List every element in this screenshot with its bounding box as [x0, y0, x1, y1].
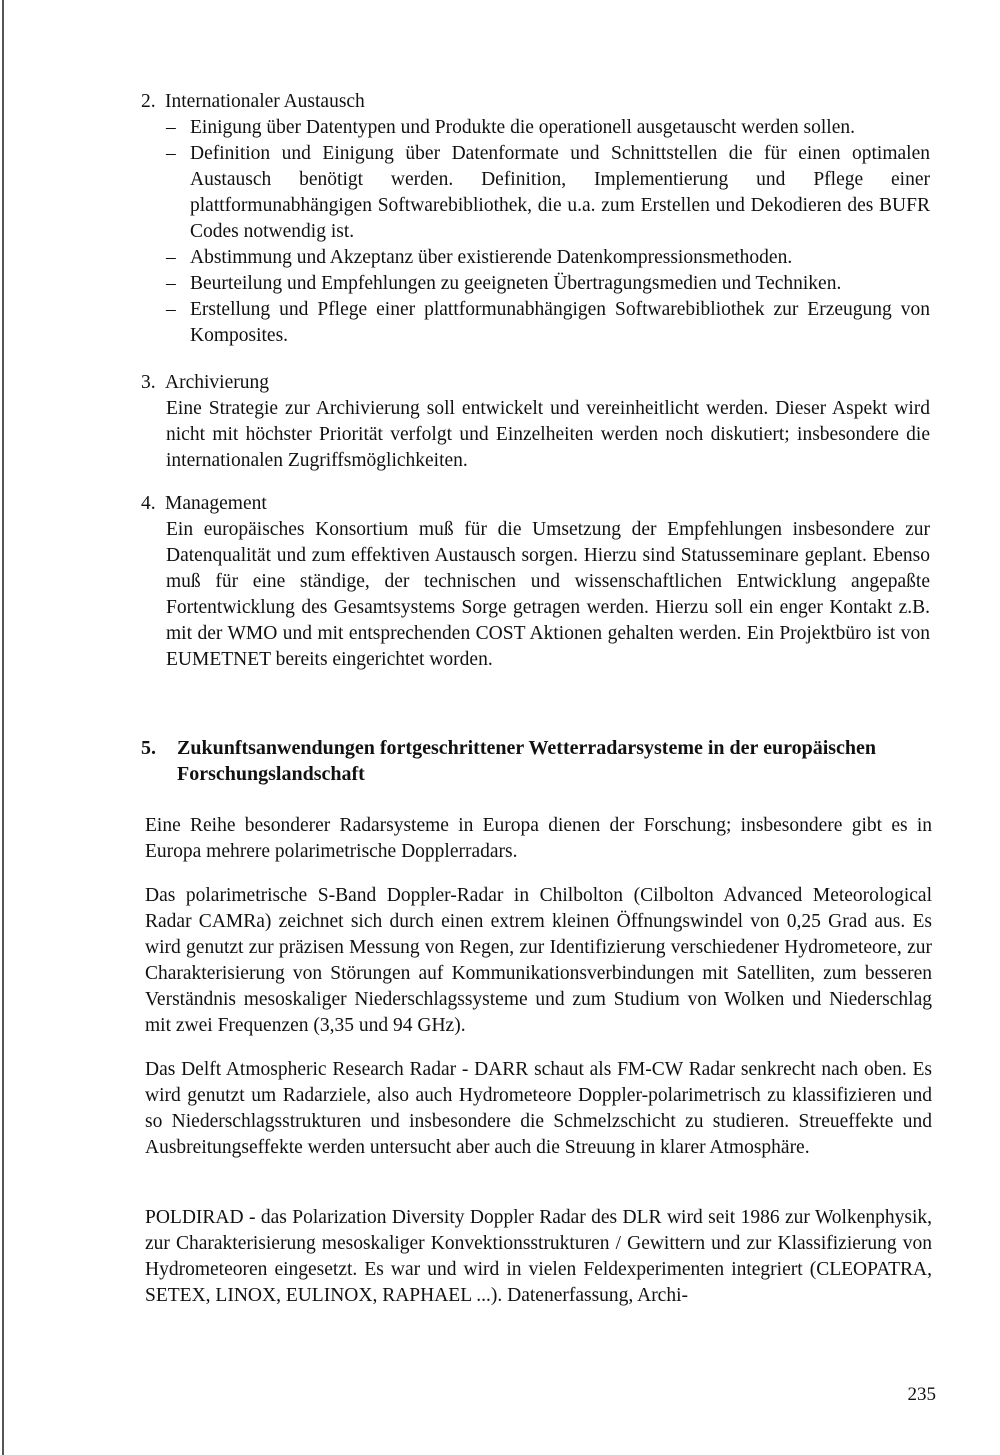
section-number: 3. [141, 372, 156, 393]
section-4-body: Ein europäisches Konsortium muß für die Umsetzung der Empfehlungen insbesondere zur Datenqualität und zum effektiven Austausch sorgen. Hierzu sind Statusseminare geplant. Ebenso muß für eine ständige, der technischen und wissenschaftlichen Entwicklung angepaßte Fortentwicklung des Gesamtsystems Sorge getragen werden. Hierzu soll ein enger Kontakt z.B. mit der WMO und mit entsprechenden COST Aktionen gehalten werden. Ein Projektbüro ist von EUMETNET bereits eingerichtet worden. [166, 519, 930, 670]
list-item-text: Einigung über Datentypen und Produkte die operationell ausgetauscht werden sollen. [190, 117, 855, 138]
chapter-title-text: Zukunftsanwendungen fortgeschrittener Wetterradarsysteme in der europäischen Forschungslandschaft [177, 737, 877, 785]
section-number: 4. [141, 493, 156, 514]
dash-bullet: – [166, 299, 176, 320]
section-heading-text: Internationaler Austausch [165, 91, 365, 112]
list-item [166, 115, 930, 141]
section-3-body: Eine Strategie zur Archivierung soll entwickelt und vereinheitlicht werden. Dieser Aspekt wird nicht mit höchster Priorität verfolgt und Einzelheiten werden noch diskutiert; insbesondere die internationalen Zugriffsmöglichkeiten. [166, 398, 930, 471]
section-number: 2. [141, 91, 156, 112]
chapter-5-title [141, 735, 941, 787]
list-item [166, 297, 930, 349]
section-4-heading [141, 491, 941, 517]
section-heading-text: Archivierung [165, 372, 269, 393]
section-2-bullet-list [166, 115, 930, 349]
page-number: 235 [907, 1384, 936, 1405]
list-item-text: Erstellung und Pflege einer plattformunabhängigen Softwarebibliothek zur Erzeugung von Komposites. [190, 299, 930, 346]
paragraph: Das polarimetrische S-Band Doppler-Radar in Chilbolton (Cilbolton Advanced Meteorological Radar CAMRa) zeichnet sich durch einen extrem kleinen Öffnungswindel von 0,25 Grad aus. Es wird genutzt zur präzisen Messung von Regen, zur Identifizierung verschiedener Hydrometeore, zur Charakterisierung von Störungen auf Kommunikationsverbindungen mit Satelliten, zum besseren Verständnis mesoskaliger Niederschlagssysteme und zum Studium von Wolken und Niederschlag mit zwei Frequenzen (3,35 und 94 GHz). [145, 885, 932, 1036]
list-item [166, 271, 930, 297]
list-item-text: Abstimmung und Akzeptanz über existierende Datenkompressionsmethoden. [190, 247, 793, 268]
list-item [166, 141, 930, 245]
chapter-number: 5. [141, 737, 156, 759]
paragraph: Das Delft Atmospheric Research Radar - DARR schaut als FM-CW Radar senkrecht nach oben. Es wird genutzt um Radarziele, also auch Hydrometeore Doppler-polarimetrisch zu klassifizieren und so Niederschlagsstrukturen und insbesondere die Schmelzschicht zu studieren. Streueffekte und Ausbreitungseffekte werden untersucht aber auch die Streuung in klarer Atmosphäre. [145, 1059, 932, 1158]
section-2-heading [141, 89, 941, 115]
section-heading-text: Management [165, 493, 267, 514]
dash-bullet: – [166, 273, 176, 294]
dash-bullet: – [166, 117, 176, 138]
scan-edge-line [2, 0, 4, 1455]
list-item [166, 245, 930, 271]
section-3-heading [141, 370, 941, 396]
dash-bullet: – [166, 247, 176, 268]
paragraph: POLDIRAD - das Polarization Diversity Doppler Radar des DLR wird seit 1986 zur Wolkenphysik, zur Charakterisierung mesoskaliger Konvektionsstrukturen / Gewittern und zur Klassifizierung von Hydrometeoren eingesetzt. Es war und wird in vielen Feldexperimenten integriert (CLEOPATRA, SETEX, LINOX, EULINOX, RAPHAEL ...). Datenerfassung, Archi- [145, 1207, 932, 1306]
dash-bullet: – [166, 143, 176, 164]
list-item-text: Beurteilung und Empfehlungen zu geeigneten Übertragungsmedien und Techniken. [190, 273, 842, 294]
list-item-text: Definition und Einigung über Datenformate und Schnittstellen die für einen optimalen Austausch benötigt werden. Definition, Implementierung und Pflege einer plattformunabhängigen Softwarebibliothek, die u.a. zum Erstellen und Dekodieren des BUFR Codes notwendig ist. [190, 143, 930, 242]
paragraph: Eine Reihe besonderer Radarsysteme in Europa dienen der Forschung; insbesondere gibt es in Europa mehrere polarimetrische Dopplerradars. [145, 815, 932, 862]
